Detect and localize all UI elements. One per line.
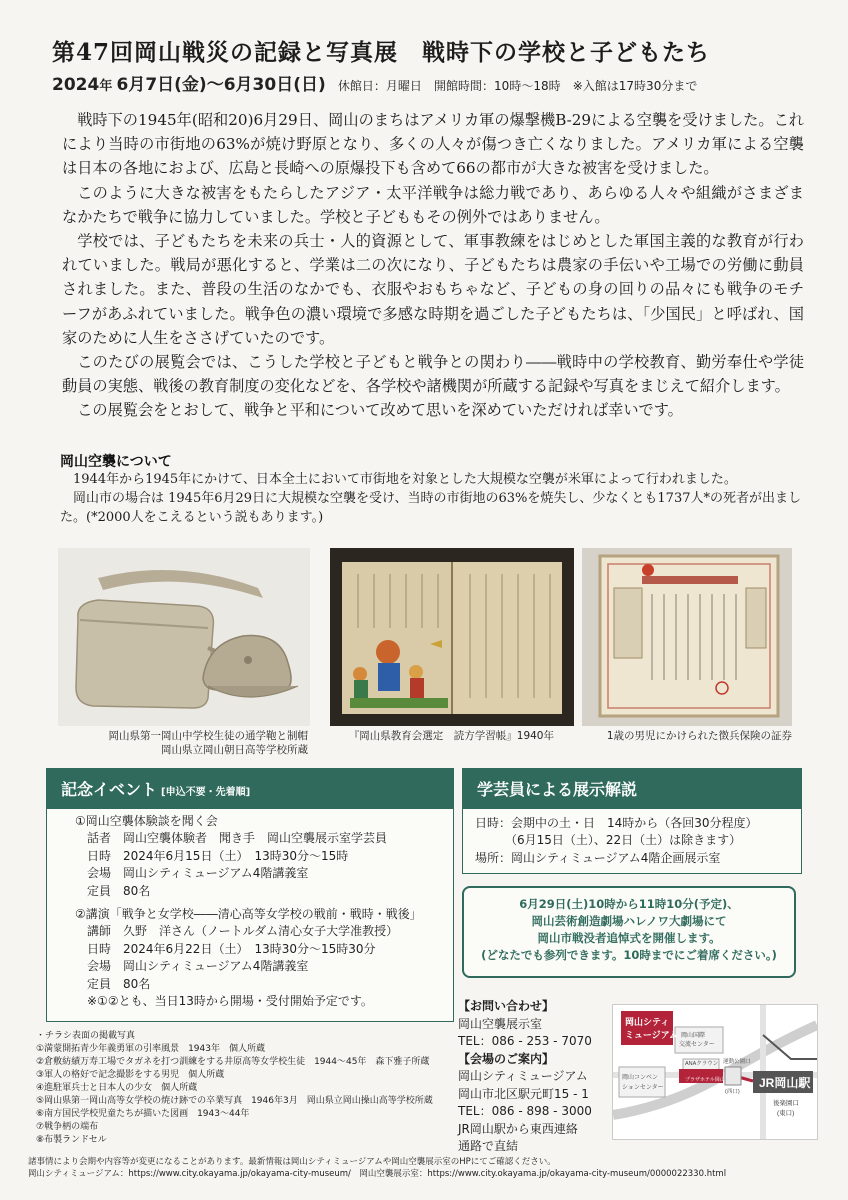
raid-paragraph: 岡山市の場合は 1945年6月29日に大規模な空襲を受け、当時の市街地の63%を焼失し、少なくとも1737人*の死者が出ました。(*2000人をこえるという説もあります。) [60, 491, 801, 525]
memorial-line: (どなたでも参列できます。10時までにご着席ください。) [481, 948, 777, 962]
map-hotel-label2: プラザホテル岡山 [685, 1077, 725, 1083]
tour-line: （6月15日（土）、22日（土）は除きます） [475, 833, 742, 848]
note-item: ⑤岡山県第一岡山高等女学校の焼け跡での卒業写真 1946年3月 岡山県立岡山操山高等学校所蔵 [36, 1096, 433, 1106]
year: 2024 [52, 75, 100, 95]
venue-map [612, 1004, 818, 1140]
flyer-photo-notes [36, 1030, 436, 1147]
event-line: ※①②とも、当日13時から開場・受付開始予定です。 [75, 994, 373, 1009]
events-title [61, 777, 250, 800]
raid-paragraph: 1944年から1945年にかけて、日本全土において市街地を対象とした大規模な空襲が米軍によって行われました。 [73, 472, 737, 487]
memorial-text [470, 896, 788, 964]
intro-paragraph: 学校では、子どもたちを未来の兵士・人的資源として、軍事教練をはじめとした軍国主義的な教育が行われていました。戦局が悪化すると、学業は二の次になり、子どもたちは農家の手伝いや工場での労働に動員されました。また、普段の生活のなかでも、衣服やおもちゃなど、子どもの身の回りの品々にも戦争のモチーフがあふれていました。戦争色の濃い環境で多感な時期を過ごした子どもたちは、「少国民」と呼ばれ、国家のために人生をささげていたのです。 [62, 232, 804, 347]
intro-paragraph: このたびの展覧会では、こうした学校と子どもと戦争との関わり――戦時中の学校教育、勤労奉仕や学徒動員の実態、戦後の教育制度の変化などを、各学校や諸機関が所蔵する記録や写真をまじえて紹介します。 [62, 353, 804, 396]
map-graphic [613, 1005, 817, 1139]
notes-heading: ・チラシ表面の掲載写真 [36, 1031, 136, 1041]
range-separator: 〜 [206, 75, 224, 95]
events-title-text: 記念イベント [61, 780, 158, 799]
event-line: 講師 久野 洋さん（ノートルダム清心女子大学准教授） [75, 924, 399, 939]
map-east-exit-label: 後楽園口 [773, 1100, 799, 1107]
end-dow: (日) [293, 75, 326, 95]
gallery-talk-title: 学芸員による展示解説 [477, 780, 638, 799]
raid-heading: 岡山空襲について [60, 454, 172, 470]
memorial-line: 岡山芸術創造劇場ハレノワ大劇場にて [531, 914, 727, 928]
note-item: ⑥南方国民学校児童たちが描いた図画 1943〜44年 [36, 1109, 250, 1119]
bag-cap-image [58, 548, 310, 726]
caption-line: 岡山県第一岡山中学校生徒の通学鞄と制帽 [108, 730, 308, 742]
map-convention-label: 岡山コンベン [622, 1075, 659, 1081]
memorial-ceremony-notice [462, 886, 796, 978]
event-line: 話者 岡山空襲体験者 聞き手 岡山空襲展示室学芸員 [75, 831, 388, 846]
events-body [75, 813, 445, 1010]
map-park-exit-label2: (西口) [725, 1089, 740, 1095]
note-item: ④進駐軍兵士と日本人の少女 個人所蔵 [36, 1083, 198, 1093]
map-station-label: JR岡山駅 [759, 1076, 811, 1090]
footer-line: 諸事情により会期や内容等が変更になることがあります。最新情報は岡山シティミュージアムや岡山空襲展示室のHPにてご確認ください。 [28, 1157, 556, 1167]
photo-caption: 1歳の男児にかけられた徴兵保険の証券 [606, 730, 792, 742]
textbook-image [330, 548, 574, 726]
note-item: ②倉敷紡績万寿工場でタガネを打つ訓練をする井原高等女学校生徒 1944〜45年 森下雅子所蔵 [36, 1057, 430, 1067]
event-line: ②講演「戦争と女学校――清心高等女学校の戦前・戦時・戦後」 [75, 907, 422, 922]
map-hall-label2: 交流センター [679, 1042, 715, 1048]
note-item: ③軍人の格好で記念撮影をする男児 個人所蔵 [36, 1070, 225, 1080]
tour-line: 場所：岡山シティミュージアム4階企画展示室 [475, 850, 721, 865]
start-date: 6月7日 [116, 75, 175, 95]
venue-tel: TEL：086 - 898 - 3000 [458, 1104, 592, 1118]
intro-paragraph: このように大きな被害をもたらしたアジア・太平洋戦争は総力戦であり、あらゆる人々や組織がさまざまなかたちで戦争に協力していました。学校と子どももその例外ではありません。 [62, 183, 804, 226]
event-line: ①岡山空襲体験談を聞く会 [75, 814, 218, 828]
inquiry-name: 岡山空襲展示室 [458, 1016, 543, 1031]
map-museum-label: 岡山シティ [625, 1017, 670, 1027]
event-line: 日時 2024年6月15日（土） 13時30分〜15時 [75, 848, 349, 863]
venue-name: 岡山シティミュージアム [458, 1069, 588, 1083]
opening-hours: 開館時間：10時〜18時 [434, 79, 561, 93]
map-convention-label2: ションセンター [622, 1085, 664, 1091]
year-unit: 年 [99, 79, 113, 94]
closed-days: 休館日：月曜日 [337, 79, 422, 93]
start-dow: (金) [174, 75, 207, 95]
event-line: 定員 80名 [75, 976, 151, 991]
access-line: 通路で直結 [458, 1139, 519, 1153]
contact-info [458, 998, 608, 1156]
event-line: 日時 2024年6月22日（土） 13時30分〜15時30分 [75, 941, 376, 956]
certificate-image [582, 548, 792, 726]
end-date: 6月30日 [223, 75, 294, 95]
footer-urls: 岡山シティミュージアム：https://www.city.okayama.jp/okayama-city-museum/ 岡山空襲展示室：https://www.city.okayama.jp/okayama-city-museum/0000022330.html [28, 1168, 727, 1179]
note-item: ⑦戦争柄の端布 [36, 1122, 99, 1132]
note-item: ①満蒙開拓青少年義勇軍の引率風景 1943年 個人所蔵 [36, 1044, 265, 1054]
venue-address: 岡山市北区駅元町15 - 1 [458, 1086, 589, 1101]
events-subtitle: [申込不要・先着順] [161, 787, 251, 798]
map-hall-label: 岡山国際 [681, 1033, 706, 1039]
map-hotel-label: ANAクラウン [685, 1061, 719, 1067]
map-park-exit-label: 運動公園口 [723, 1059, 751, 1065]
map-east-exit-label2: (東口) [777, 1110, 795, 1117]
exhibition-dates [52, 70, 832, 95]
venue-label: 【会場のご案内】 [458, 1051, 555, 1066]
school-bag-cap-photo [58, 548, 310, 726]
commemorative-events-panel [46, 768, 454, 1022]
event-line: 会場 岡山シティミュージアム4階講義室 [75, 959, 309, 974]
last-entry: ※入館は17時30分まで [572, 79, 698, 93]
footer-notice [28, 1157, 828, 1180]
gallery-talk-panel [462, 768, 802, 874]
event-line: 会場 岡山シティミュージアム4階講義室 [75, 866, 309, 881]
photo-caption: 『岡山県教育会選定 読方学習帳』1940年 [348, 730, 554, 742]
gallery-talk-body [475, 815, 795, 867]
memorial-line: 岡山市戦没者追悼式を開催します。 [537, 931, 721, 945]
note-item: ⑧布製ランドセル [36, 1135, 107, 1145]
intro-paragraph: 戦時下の1945年(昭和20)6月29日、岡山のまちはアメリカ軍の爆撃機B-29による空襲を受けました。これにより当時の市街地の63%が焼け野原となり、多くの人々が傷つき亡くなりました。アメリカ軍による空襲は日本の各地におよび、広島と長崎への原爆投下も含めて66の都市が大きな被害を受けました。 [62, 111, 804, 178]
intro-paragraph: この展覧会をとおして、戦争と平和について改めて思いを深めていただければ幸いです。 [77, 401, 683, 420]
page-title: 第47回岡山戦災の記録と写真展 戦時下の学校と子どもたち [52, 39, 711, 66]
memorial-line: 6月29日(土)10時から11時10分(予定)、 [519, 897, 739, 911]
raid-text [60, 470, 802, 527]
inquiry-tel: TEL：086 - 253 - 7070 [458, 1034, 592, 1048]
caption-line: 岡山県立岡山朝日高等学校所蔵 [161, 744, 308, 756]
intro-text [62, 108, 804, 423]
access-line: JR岡山駅から東西連絡 [458, 1121, 578, 1136]
textbook-photo [330, 548, 574, 726]
map-museum-label2: ミュージアム [625, 1030, 679, 1040]
photo-caption [60, 729, 308, 757]
tour-line: 日時：会期中の土・日 14時から（各回30分程度） [475, 816, 758, 830]
event-line: 定員 80名 [75, 883, 151, 898]
insurance-certificate-photo [582, 548, 792, 726]
inquiry-label: 【お問い合わせ】 [458, 999, 555, 1013]
